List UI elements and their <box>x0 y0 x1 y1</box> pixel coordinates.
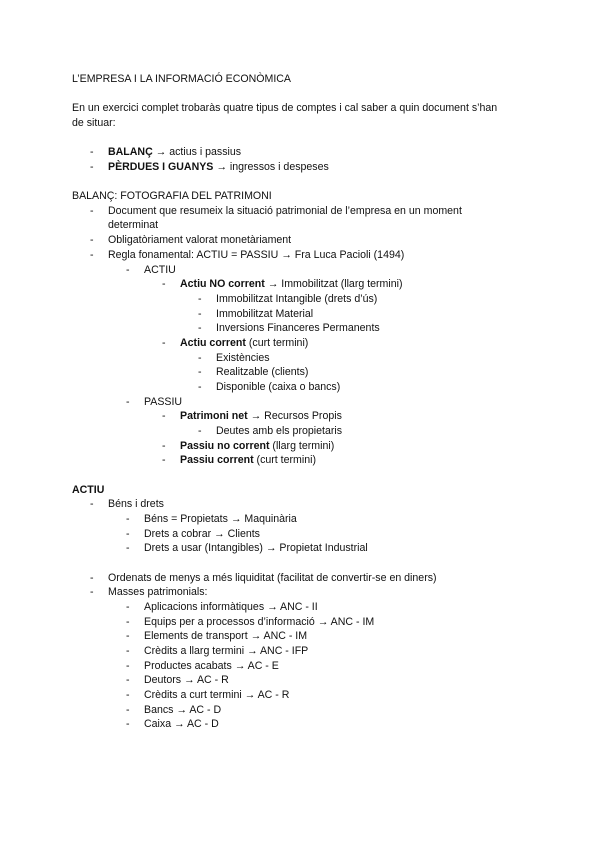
bullet-dash: - <box>198 425 202 437</box>
doc-type-desc: → actius i passius <box>152 146 242 158</box>
masses-entry: Equips per a processos d’informació → ANC - IM <box>144 616 375 628</box>
bullet-dash: - <box>126 674 130 686</box>
passiu-label: PASSIU <box>144 396 183 408</box>
bullet-dash: - <box>162 410 166 422</box>
doc-type-label: BALANÇ <box>108 146 153 158</box>
actiu-heading: ACTIU <box>72 484 105 496</box>
balanc-heading: BALANÇ: FOTOGRAFIA DEL PATRIMONI <box>72 190 272 202</box>
masses-item: Masses patrimonials: <box>108 586 208 598</box>
page-title: L’EMPRESA I LA INFORMACIÓ ECONÒMICA <box>72 73 291 85</box>
intro-line-1: En un exercici complet trobaràs quatre tipus de comptes i cal saber a quin document s’han <box>72 102 498 114</box>
bullet-dash: - <box>198 308 202 320</box>
anc-item: Immobilitzat Intangible (drets d’ús) <box>216 293 378 305</box>
balanc-item: Obligatòriament valorat monetàriament <box>108 234 292 246</box>
bullet-dash: - <box>198 293 202 305</box>
actiu-corrent-label: Actiu corrent <box>180 337 246 349</box>
anc-item: Inversions Financeres Permanents <box>216 322 380 334</box>
bullet-dash: - <box>90 146 94 158</box>
ac-item: Disponible (caixa o bancs) <box>216 381 341 393</box>
bullet-dash: - <box>90 234 94 246</box>
bullet-dash: - <box>90 572 94 584</box>
masses-entry: Elements de transport → ANC - IM <box>144 630 308 642</box>
intro-line-2: de situar: <box>72 117 116 129</box>
bens-drets: Béns i drets <box>108 498 164 510</box>
masses-entry: Productes acabats → AC - E <box>144 660 279 672</box>
masses-entry: Aplicacions informàtiques → ANC - II <box>144 601 318 613</box>
bullet-dash: - <box>198 381 202 393</box>
masses-entry: Crèdits a llarg termini → ANC - IFP <box>144 645 309 657</box>
anc-item: Immobilitzat Material <box>216 308 314 320</box>
passiu-corrent-desc: (curt termini) <box>253 454 316 466</box>
bullet-dash: - <box>90 205 94 217</box>
bens-item: Drets a cobrar → Clients <box>144 528 260 540</box>
bullet-dash: - <box>126 630 130 642</box>
doc-type-balanc <box>108 145 241 159</box>
actiu-no-corrent <box>180 277 403 291</box>
bullet-dash: - <box>198 352 202 364</box>
bullet-dash: - <box>90 161 94 173</box>
bullet-dash: - <box>90 498 94 510</box>
bullet-dash: - <box>162 337 166 349</box>
patrimoni-net-desc: → Recursos Propis <box>247 410 342 422</box>
ordenats-item: Ordenats de menys a més liquiditat (facilitat de convertir-se en diners) <box>108 572 437 584</box>
actiu-no-corrent-label: Actiu NO corrent <box>180 278 265 290</box>
patrimoni-net <box>180 409 342 423</box>
masses-entry: Bancs → AC - D <box>144 704 222 716</box>
doc-type-desc: → ingressos i despeses <box>213 161 329 173</box>
masses-entry: Crèdits a curt termini → AC - R <box>144 689 290 701</box>
bullet-dash: - <box>126 396 130 408</box>
actiu-label: ACTIU <box>144 264 176 276</box>
ac-item: Realitzable (clients) <box>216 366 309 378</box>
passiu-no-corrent-label: Passiu no corrent <box>180 440 270 452</box>
bullet-dash: - <box>198 366 202 378</box>
passiu-corrent <box>180 453 316 467</box>
doc-type-label: PÈRDUES I GUANYS <box>108 161 214 173</box>
patrimoni-net-label: Patrimoni net <box>180 410 248 422</box>
doc-type-perdues <box>108 160 329 174</box>
balanc-item: Regla fonamental: ACTIU = PASSIU → Fra Luca Pacioli (1494) <box>108 249 405 261</box>
bullet-dash: - <box>126 528 130 540</box>
masses-entry: Caixa → AC - D <box>144 718 219 730</box>
passiu-corrent-label: Passiu corrent <box>180 454 254 466</box>
pn-item: Deutes amb els propietaris <box>216 425 343 437</box>
bullet-dash: - <box>126 689 130 701</box>
bens-item: Drets a usar (Intangibles) → Propietat Industrial <box>144 542 368 554</box>
bullet-dash: - <box>126 645 130 657</box>
bullet-dash: - <box>126 704 130 716</box>
actiu-corrent-desc: (curt termini) <box>245 337 309 349</box>
bullet-dash: - <box>126 718 130 730</box>
balanc-item: Document que resumeix la situació patrimonial de l’empresa en un moment <box>108 205 462 217</box>
ac-item: Existències <box>216 352 270 364</box>
bullet-dash: - <box>90 586 94 598</box>
actiu-no-corrent-desc: → Immobilitzat (llarg termini) <box>264 278 403 290</box>
passiu-no-corrent <box>180 439 334 453</box>
bullet-dash: - <box>126 542 130 554</box>
bullet-dash: - <box>126 660 130 672</box>
masses-entry: Deutors → AC - R <box>144 674 229 686</box>
bullet-dash: - <box>198 322 202 334</box>
bullet-dash: - <box>162 278 166 290</box>
bullet-dash: - <box>90 249 94 261</box>
bullet-dash: - <box>162 454 166 466</box>
balanc-item-cont: determinat <box>108 219 159 231</box>
actiu-corrent <box>180 336 308 350</box>
bullet-dash: - <box>126 601 130 613</box>
bullet-dash: - <box>126 513 130 525</box>
bullet-dash: - <box>126 616 130 628</box>
passiu-no-corrent-desc: (llarg termini) <box>269 440 335 452</box>
bens-item: Béns = Propietats → Maquinària <box>144 513 297 525</box>
bullet-dash: - <box>126 264 130 276</box>
bullet-dash: - <box>162 440 166 452</box>
